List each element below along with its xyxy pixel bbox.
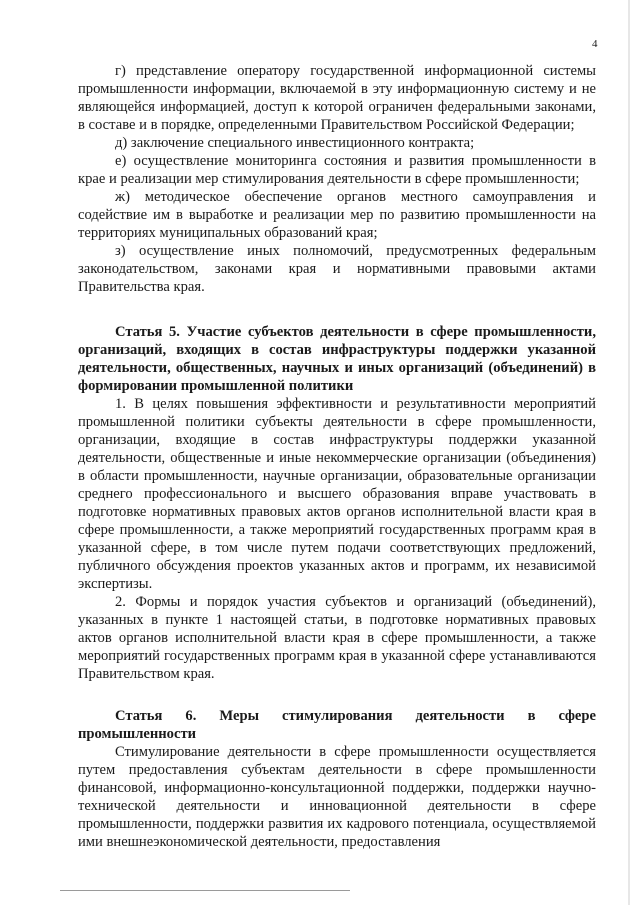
- article-5-paragraph-1: 1. В целях повышения эффективности и результативности мероприятий промышленной политики субъекты деятельности в сфере промышленности, организации, входящие в состав инфраструктуры поддержки указанной деятельности, общественные и иные некоммерческие организации (объединения) в области промышленности, научные организации, образовательные организации среднего профессионального и высшего образования вправе участвовать в подготовке нормативных правовых актов органов исполнительной власти края в сфере промышленности, а также мероприятий государственных программ края в указанной сфере, в том числе путем подачи соответствующих предложений, публичного обсуждения проектов указанных актов и программ, их независимой экспертизы.: [78, 396, 596, 592]
- article-5-paragraph-2: 2. Формы и порядок участия субъектов и организаций (объединений), указанных в пункте 1 настоящей статьи, в подготовке нормативных правовых актов органов исполнительной власти края в сфере промышленности, а также мероприятий государственных программ края в указанной сфере устанавливаются Правительством края.: [78, 594, 596, 682]
- paragraph-item-g: г) представление оператору государственной информационной системы промышленности информации, включаемой в эту информационную систему и не являющейся информацией, доступ к которой ограничен федеральными законами, в составе и в порядке, определенными Правительством Российской Федерации;: [78, 63, 596, 133]
- page-number: 4: [592, 38, 598, 50]
- scan-edge-mark: [628, 0, 630, 905]
- document-body: [78, 62, 596, 851]
- article-5-title: Статья 5. Участие субъектов деятельности в сфере промышленности, организаций, входящих в состав инфраструктуры поддержки указанной деятельности, общественных, научных и иных организаций (объединений) в формировании промышленной политики: [78, 324, 596, 394]
- paragraph-item-d: д) заключение специального инвестиционного контракта;: [115, 135, 475, 151]
- article-6-paragraph-1: Стимулирование деятельности в сфере промышленности осуществляется путем предоставления субъектам деятельности в сфере промышленности финансовой, информационно-консультационной поддержки, поддержки научно-технической деятельности и инновационной деятельности в сфере промышленности, поддержки развития их кадрового потенциала, осуществляемой ими внешнеэкономической деятельности, предоставления: [78, 744, 596, 850]
- paragraph-item-zh: ж) методическое обеспечение органов местного самоуправления и содействие им в выработке и реализации мер по развитию промышленности на территориях муниципальных образований края;: [78, 189, 596, 241]
- paragraph-item-z: з) осуществление иных полномочий, предусмотренных федеральным законодательством, законами края и нормативными правовыми актами Правительства края.: [78, 243, 596, 295]
- bottom-rule: [60, 890, 350, 891]
- article-6-title: Статья 6. Меры стимулирования деятельности в сфере промышленности: [78, 708, 596, 742]
- paragraph-item-e: е) осуществление мониторинга состояния и развития промышленности в крае и реализации мер стимулирования деятельности в сфере промышленности;: [78, 153, 596, 187]
